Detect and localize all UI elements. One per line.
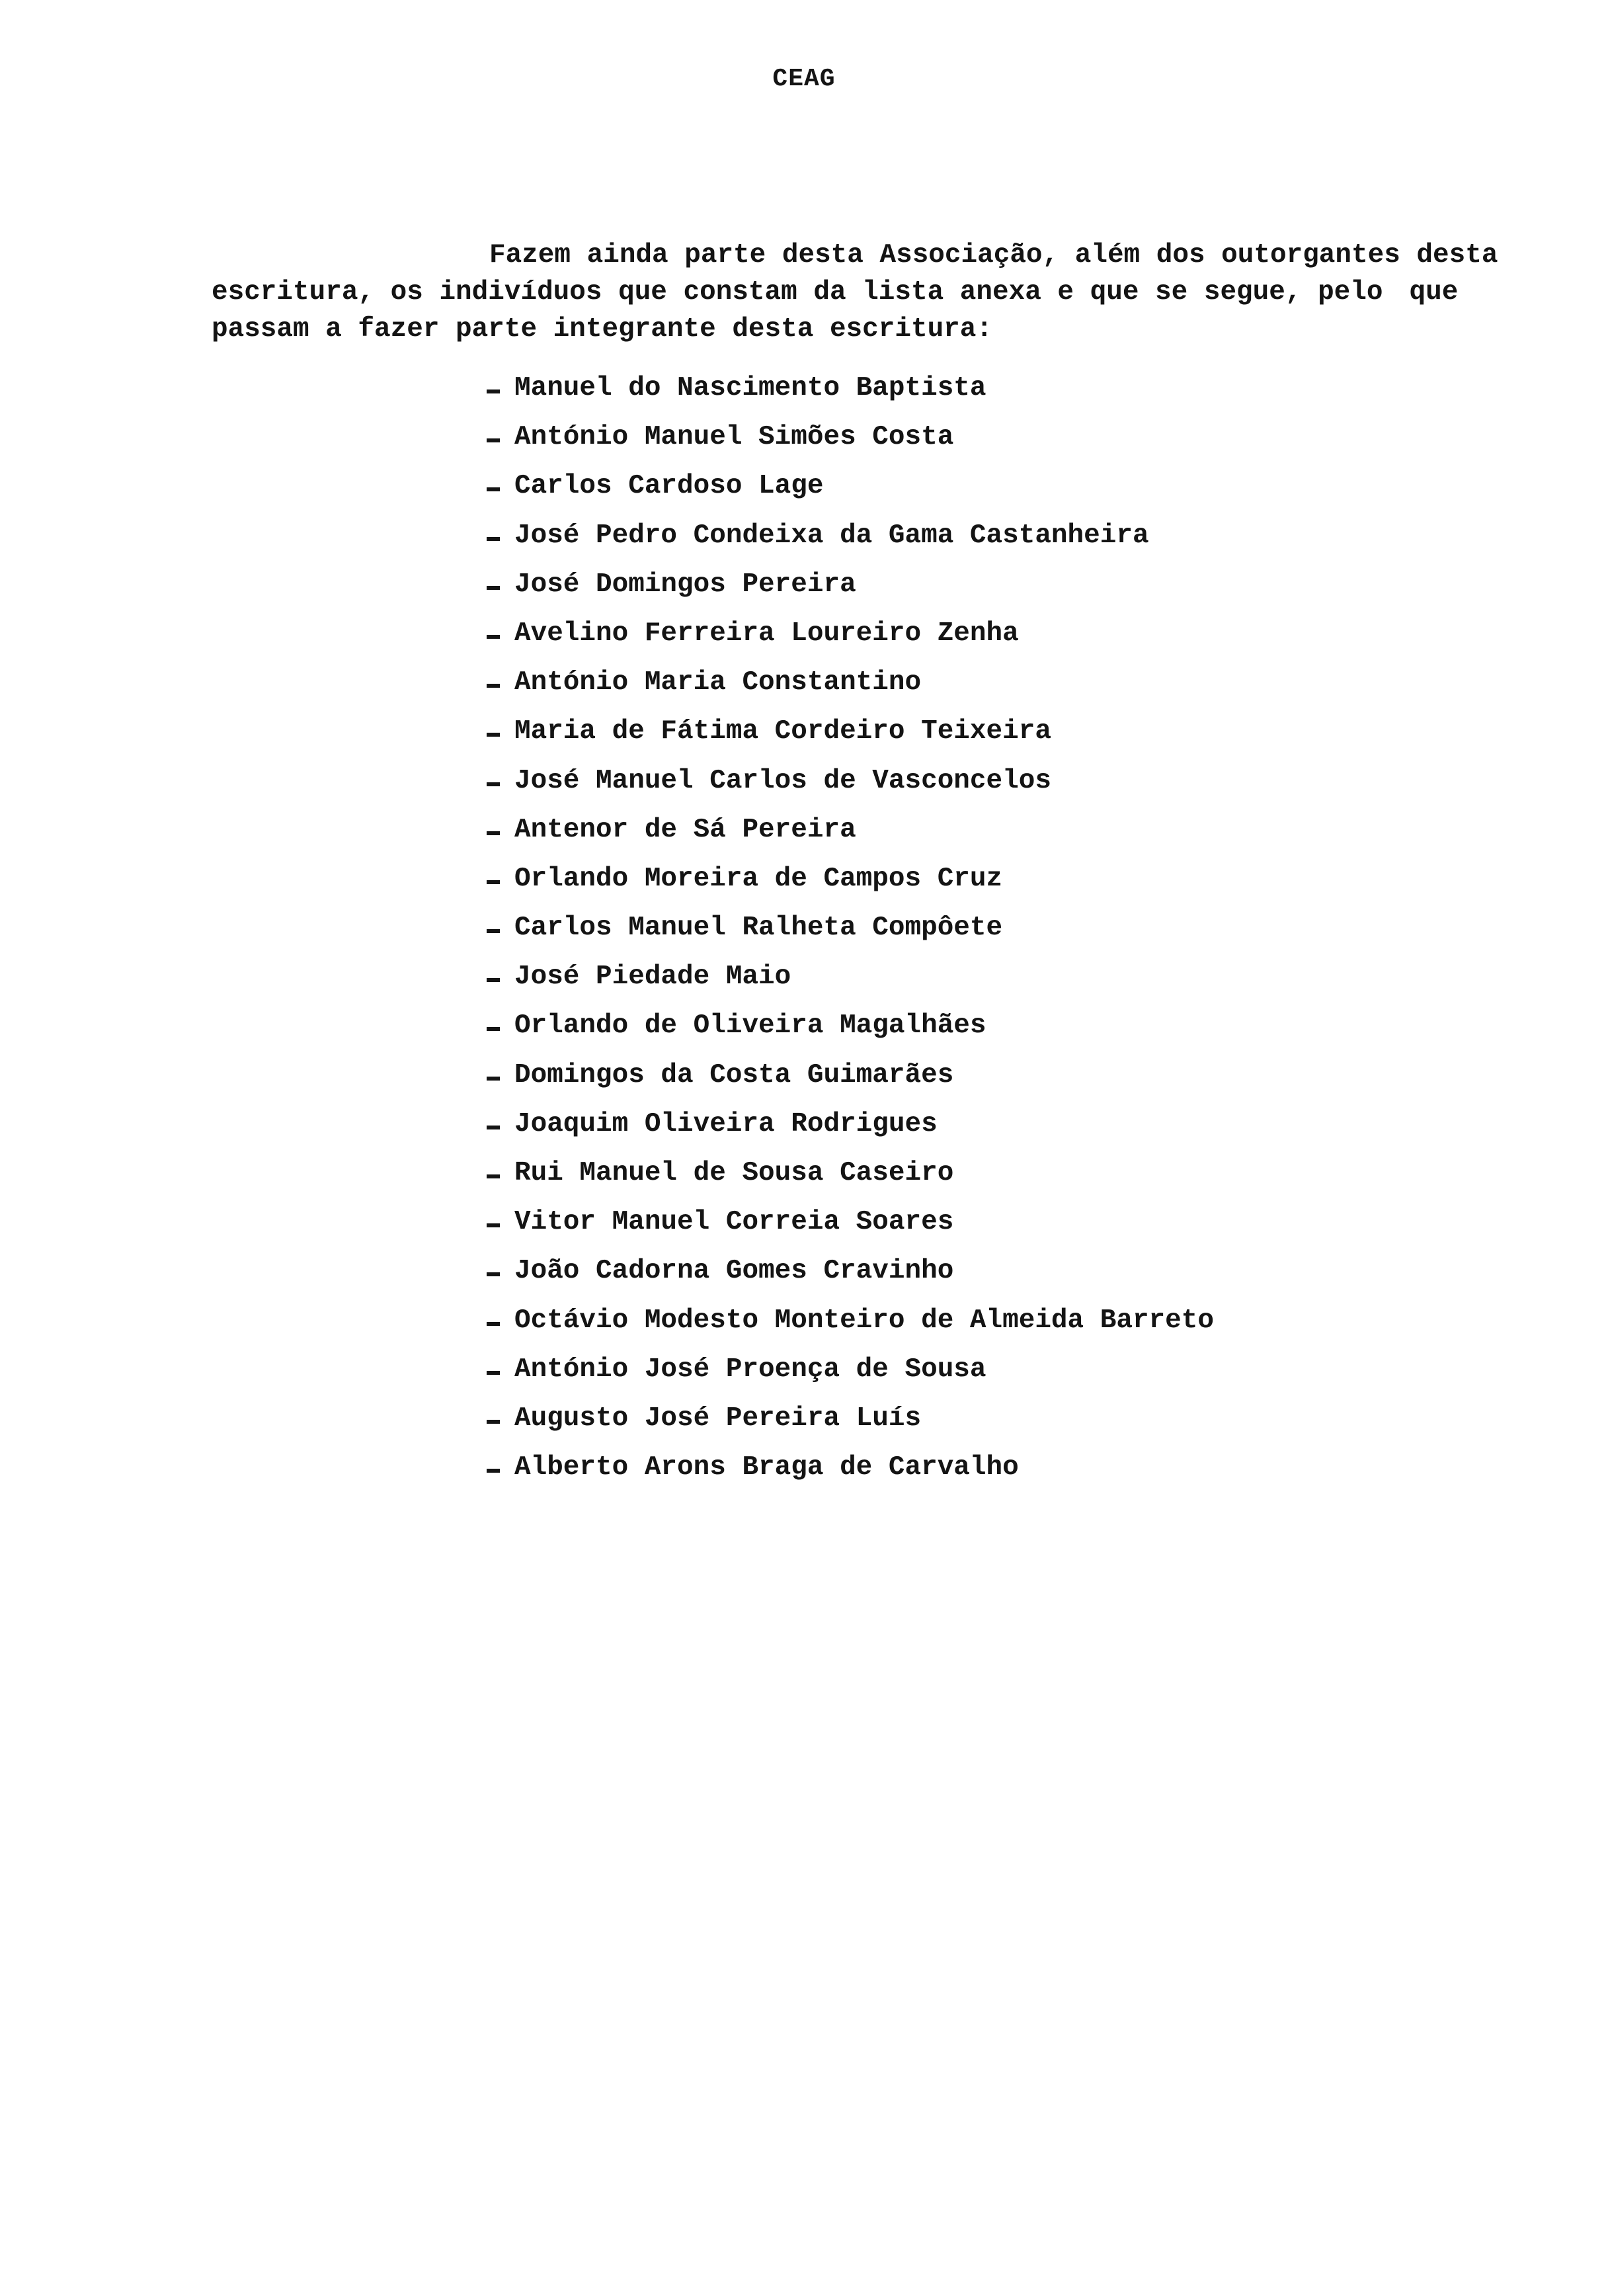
list-item (487, 1109, 1346, 1158)
list-item (487, 716, 1346, 765)
member-name: Manuel do Nascimento Baptista (514, 373, 986, 403)
member-name: Avelino Ferreira Loureiro Zenha (514, 618, 1019, 649)
dash-bullet (487, 537, 500, 541)
intro-line-2-text: escritura, os indivíduos que constam da lista anexa e que se segue, pelo (212, 277, 1383, 308)
member-name: Joaquim Oliveira Rodrigues (514, 1108, 938, 1139)
member-name: Carlos Manuel Ralheta Compôete (514, 913, 1003, 944)
member-name: José Piedade Maio (514, 962, 791, 993)
list-item (487, 864, 1346, 913)
list-item (487, 1305, 1346, 1354)
list-item (487, 1452, 1346, 1501)
member-name: António José Proença de Sousa (514, 1354, 986, 1385)
member-name: António Manuel Simões Costa (514, 422, 954, 453)
dash-bullet (487, 1420, 500, 1424)
member-name: Rui Manuel de Sousa Caseiro (514, 1158, 954, 1188)
intro-line-1: Fazem ainda parte desta Associação, além dos outorgantes desta (489, 240, 1498, 270)
dash-bullet (487, 1077, 500, 1081)
member-name: Orlando de Oliveira Magalhães (514, 1010, 986, 1042)
member-name: Alberto Arons Braga de Carvalho (514, 1452, 1019, 1483)
dash-bullet (487, 782, 500, 786)
member-name: Antenor de Sá Pereira (514, 814, 856, 845)
dash-bullet (487, 831, 500, 835)
member-name: José Domingos Pereira (514, 569, 856, 600)
dash-bullet (487, 733, 500, 737)
member-name: António Maria Constantino (514, 667, 922, 698)
intro-line-2-end: que (1409, 277, 1459, 308)
dash-bullet (487, 635, 500, 639)
dash-bullet (487, 1223, 500, 1227)
list-item (487, 422, 1346, 471)
dash-bullet (487, 1174, 500, 1178)
list-item (487, 913, 1346, 962)
list-item (487, 766, 1346, 815)
member-name: Carlos Cardoso Lage (514, 471, 824, 502)
list-item (487, 1158, 1346, 1207)
list-item (487, 815, 1346, 864)
list-item (487, 1354, 1346, 1403)
dash-bullet (487, 438, 500, 442)
member-name: Octávio Modesto Monteiro de Almeida Barreto (514, 1305, 1214, 1336)
list-item (487, 667, 1346, 716)
dash-bullet (487, 1027, 500, 1031)
document-header: CEAG (772, 65, 836, 93)
list-item (487, 1403, 1346, 1452)
dash-bullet (487, 1469, 500, 1473)
dash-bullet (487, 487, 500, 491)
dash-bullet (487, 1126, 500, 1129)
member-name: José Pedro Condeixa da Gama Castanheira (514, 520, 1149, 551)
dash-bullet (487, 929, 500, 933)
dash-bullet (487, 880, 500, 884)
list-item (487, 520, 1346, 569)
dash-bullet (487, 1272, 500, 1276)
member-name: Maria de Fátima Cordeiro Teixeira (514, 716, 1051, 747)
list-item (487, 373, 1346, 422)
member-name: Orlando Moreira de Campos Cruz (514, 863, 1003, 894)
list-item (487, 962, 1346, 1010)
list-item (487, 1060, 1346, 1109)
list-item (487, 618, 1346, 667)
list-item (487, 569, 1346, 618)
member-name: Vitor Manuel Correia Soares (514, 1207, 954, 1238)
dash-bullet (487, 978, 500, 982)
list-item (487, 1010, 1346, 1059)
intro-line-3: passam a fazer parte integrante desta escritura: (212, 314, 992, 345)
member-name: Domingos da Costa Guimarães (514, 1059, 954, 1090)
member-name: Augusto José Pereira Luís (514, 1403, 922, 1434)
list-item (487, 1207, 1346, 1256)
member-name: João Cadorna Gomes Cravinho (514, 1256, 954, 1287)
intro-line-2 (212, 274, 1508, 311)
dash-bullet (487, 390, 500, 393)
list-item (487, 471, 1346, 520)
member-list (487, 373, 1346, 1501)
dash-bullet (487, 1371, 500, 1375)
intro-paragraph (212, 237, 1508, 348)
dash-bullet (487, 684, 500, 688)
member-name: José Manuel Carlos de Vasconcelos (514, 765, 1051, 796)
dash-bullet (487, 586, 500, 590)
dash-bullet (487, 1322, 500, 1326)
list-item (487, 1256, 1346, 1305)
